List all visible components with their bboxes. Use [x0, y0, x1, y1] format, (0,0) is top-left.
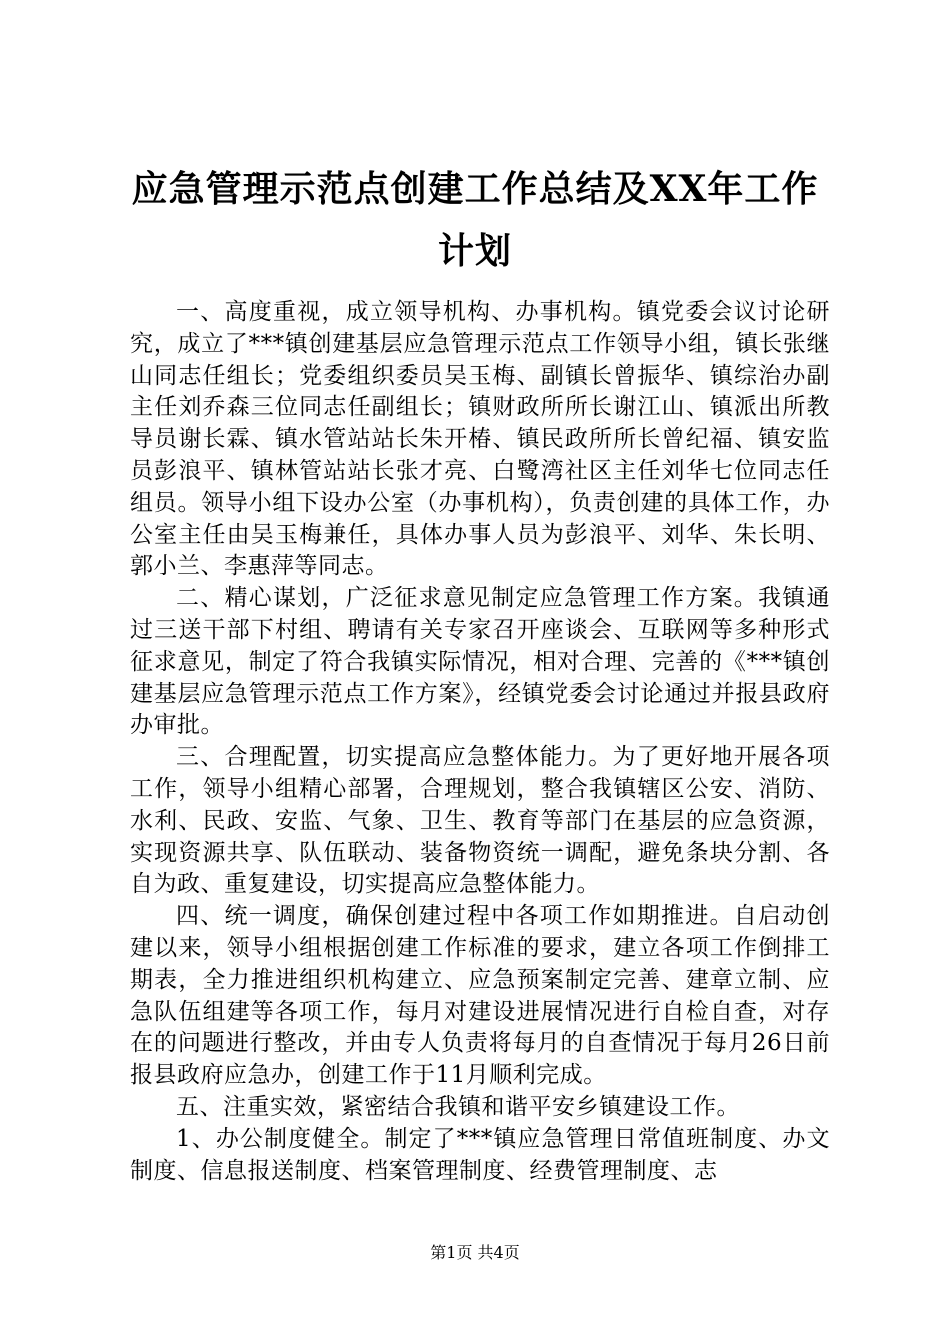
paragraph-3: 三、合理配置，切实提高应急整体能力。为了更好地开展各项工作，领导小组精心部署，合理规划，整合我镇辖区公安、消防、水利、民政、安监、气象、卫生、教育等部门在基层的应急资源，实现资源共享、队伍联动、装备物资统一调配，避免条块分割、各自为政、重复建设，切实提高应急整体能力。: [130, 744, 830, 898]
paragraph-6: 1、办公制度健全。制定了***镇应急管理日常值班制度、办文制度、信息报送制度、档案管理制度、经费管理制度、志: [130, 1125, 830, 1184]
paragraph-4: 四、统一调度，确保创建过程中各项工作如期推进。自启动创建以来，领导小组根据创建工作标准的要求，建立各项工作倒排工期表，全力推进组织机构建立、应急预案制定完善、建章立制、应急队伍组建等各项工作，每月对建设进展情况进行自检自查，对存在的问题进行整改，并由专人负责将每月的自查情况于每月26日前报县政府应急办，创建工作于11月顺利完成。: [130, 903, 830, 1089]
paragraph-2: 二、精心谋划，广泛征求意见制定应急管理工作方案。我镇通过三送干部下村组、聘请有关专家召开座谈会、互联网等多种形式征求意见，制定了符合我镇实际情况，相对合理、完善的《***镇创建基层应急管理示范点工作方案》，经镇党委会讨论通过并报县政府办审批。: [130, 585, 830, 739]
page-footer: 第1页 共4页: [430, 1243, 520, 1262]
paragraph-1: 一、高度重视，成立领导机构、办事机构。镇党委会议讨论研究，成立了***镇创建基层应急管理示范点工作领导小组，镇长张继山同志任组长；党委组织委员吴玉梅、副镇长曾振华、镇综治办副主任刘乔森三位同志任副组长；镇财政所所长谢江山、镇派出所教导员谢长霖、镇水管站站长朱开椿、镇民政所所长曾纪福、镇安监员彭浪平、镇林管站站长张才亮、白鹭湾社区主任刘华七位同志任组员。领导小组下设办公室（办事机构），负责创建的具体工作，办公室主任由吴玉梅兼任，具体办事人员为彭浪平、刘华、朱长明、郭小兰、李惠萍等同志。: [130, 299, 830, 580]
paragraph-5: 五、注重实效，紧密结合我镇和谐平安乡镇建设工作。: [176, 1093, 740, 1120]
document-title: 应急管理示范点创建工作总结及XX年工作计划: [131, 168, 819, 272]
document-body: [130, 297, 830, 1187]
